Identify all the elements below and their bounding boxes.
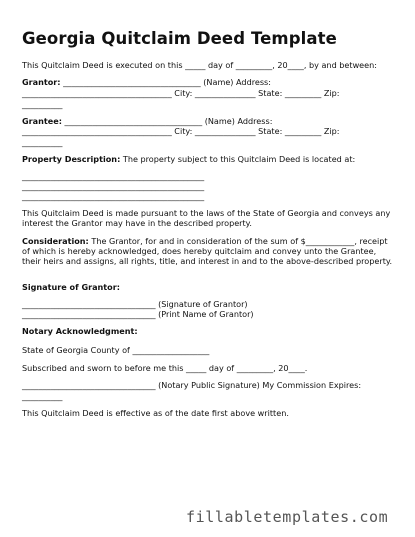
consideration-text: The Grantor, for and in consideration of the sum of $____________, receipt of which is hereby acknowledged, does hereby quitclaim and convey unto the Grantee, their heirs and assigns, all rights, title, and interest in and to the above-described property. <box>22 236 393 267</box>
signature-heading: Signature of Grantor: <box>22 282 120 292</box>
grantee-address-blank: _____________________________________ City: _______________ State: _________ Zip: <box>22 126 340 136</box>
property-label: Property Description: <box>22 154 121 164</box>
intro-text: This Quitclaim Deed is executed on this _____ day of _________, 20____, by and between: <box>22 60 378 70</box>
property-description <box>22 154 355 164</box>
grantor-zip-blank: __________ <box>22 99 63 109</box>
footer-watermark: fillabletemplates.com <box>186 508 389 526</box>
notary-signature-line: _________________________________ (Notary Public Signature) My Commission Expires: <box>22 380 362 390</box>
property-text: The property subject to this Quitclaim Deed is located at: <box>120 154 356 164</box>
property-blank-2: _____________________________________________ <box>22 181 205 191</box>
grantee-label: Grantee: <box>22 116 62 126</box>
property-blank-1: _____________________________________________ <box>22 171 205 181</box>
grantee-zip-blank: __________ <box>22 137 63 147</box>
consideration-paragraph <box>22 236 394 267</box>
grantor-address-blank: _____________________________________ City: _______________ State: _________ Zip: <box>22 88 340 98</box>
notary-expiration-blank: __________ <box>22 391 63 401</box>
notary-heading: Notary Acknowledgment: <box>22 326 138 336</box>
grantor-name-blank: __________________________________ (Name) Address: <box>60 77 271 87</box>
grantor-line <box>22 77 271 87</box>
pursuant-paragraph: This Quitclaim Deed is made pursuant to the laws of the State of Georgia and conveys any interest the Grantor may have in the described property. <box>22 208 391 229</box>
grantee-name-blank: __________________________________ (Name) Address: <box>61 116 273 126</box>
grantor-signature-line: _________________________________ (Signature of Grantor) <box>22 299 248 309</box>
grantor-print-name-line: _________________________________ (Print Name of Grantor) <box>22 309 254 319</box>
document-title: Georgia Quitclaim Deed Template <box>22 29 337 48</box>
notary-sworn-line: Subscribed and sworn to before me this _____ day of _________, 20____. <box>22 363 308 373</box>
grantor-label: Grantor: <box>22 77 61 87</box>
property-blank-3: _____________________________________________ <box>22 191 205 201</box>
effective-statement: This Quitclaim Deed is effective as of the date first above written. <box>22 408 289 418</box>
consideration-label: Consideration: <box>22 236 89 246</box>
grantee-line <box>22 116 272 126</box>
notary-county-line: State of Georgia County of ___________________ <box>22 345 210 355</box>
